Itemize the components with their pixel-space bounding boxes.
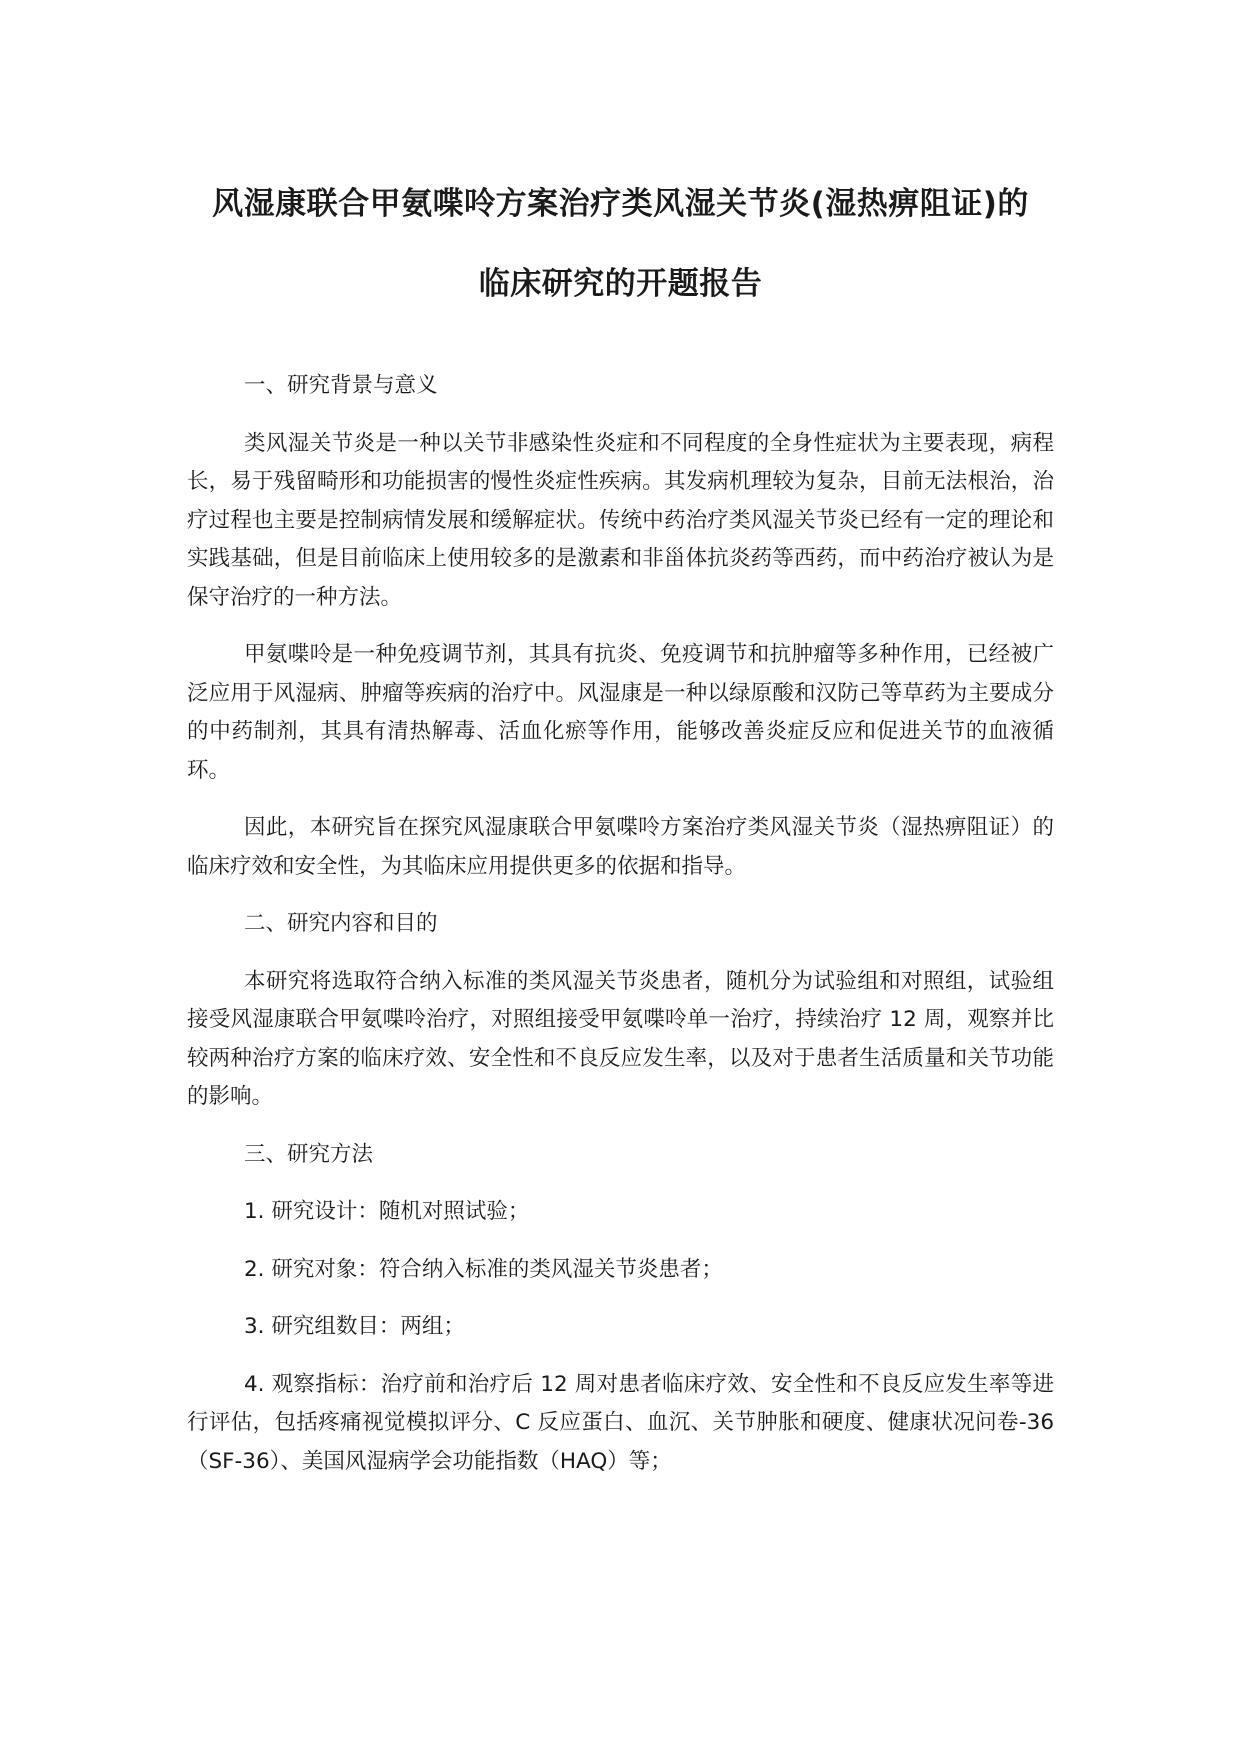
title-line-2: 临床研究的开题报告 bbox=[478, 266, 763, 302]
title-line-1: 风湿康联合甲氨喋呤方案治疗类风湿关节炎(湿热痹阻证)的 bbox=[212, 186, 1029, 222]
document-body bbox=[187, 367, 1054, 1481]
section-1-paragraph-2: 甲氨喋呤是一种免疫调节剂，其具有抗炎、免疫调节和抗肿瘤等多种作用，已经被广泛应用于风湿病、肿瘤等疾病的治疗中。风湿康是一种以绿原酸和汉防己等草药为主要成分的中药制剂，其具有清热解毒、活血化瘀等作用，能够改善炎症反应和促进关节的血液循环。 bbox=[187, 642, 1054, 783]
method-item-2: 2. 研究对象：符合纳入标准的类风湿关节炎患者； bbox=[244, 1256, 723, 1282]
method-item-4: 4. 观察指标：治疗前和治疗后 12 周对患者临床疗效、安全性和不良反应发生率等进行评估，包括疼痛视觉模拟评分、C 反应蛋白、血沉、关节肿胀和硬度、健康状况问卷-36（SF-36）、美国风湿病学会功能指数（HAQ）等； bbox=[187, 1371, 1054, 1474]
method-item-3: 3. 研究组数目：两组； bbox=[244, 1314, 465, 1339]
section-1-heading: 一、研究背景与意义 bbox=[244, 373, 438, 398]
method-item-1: 1. 研究设计：随机对照试验； bbox=[244, 1199, 530, 1224]
section-1-paragraph-3: 因此，本研究旨在探究风湿康联合甲氨喋呤方案治疗类风湿关节炎（湿热痹阻证）的临床疗效和安全性，为其临床应用提供更多的依据和指导。 bbox=[187, 815, 1054, 879]
section-2-heading: 二、研究内容和目的 bbox=[244, 911, 438, 936]
document-title bbox=[187, 0, 1054, 324]
section-3-heading: 三、研究方法 bbox=[244, 1141, 374, 1167]
section-2-paragraph-1: 本研究将选取符合纳入标准的类风湿关节炎患者，随机分为试验组和对照组，试验组接受风湿康联合甲氨喋呤治疗，对照组接受甲氨喋呤单一治疗，持续治疗 12 周，观察并比较两种治疗方案的临床疗效、安全性和不良反应发生率，以及对于患者生活质量和关节功能的影响。 bbox=[187, 968, 1054, 1109]
section-1-paragraph-1: 类风湿关节炎是一种以关节非感染性炎症和不同程度的全身性症状为主要表现，病程长，易于残留畸形和功能损害的慢性炎症性疾病。其发病机理较为复杂，目前无法根治，治疗过程也主要是控制病情发展和缓解症状。传统中药治疗类风湿关节炎已经有一定的理论和实践基础，但是目前临床上使用较多的是激素和非甾体抗炎药等西药，而中药治疗被认为是保守治疗的一种方法。 bbox=[187, 430, 1054, 610]
